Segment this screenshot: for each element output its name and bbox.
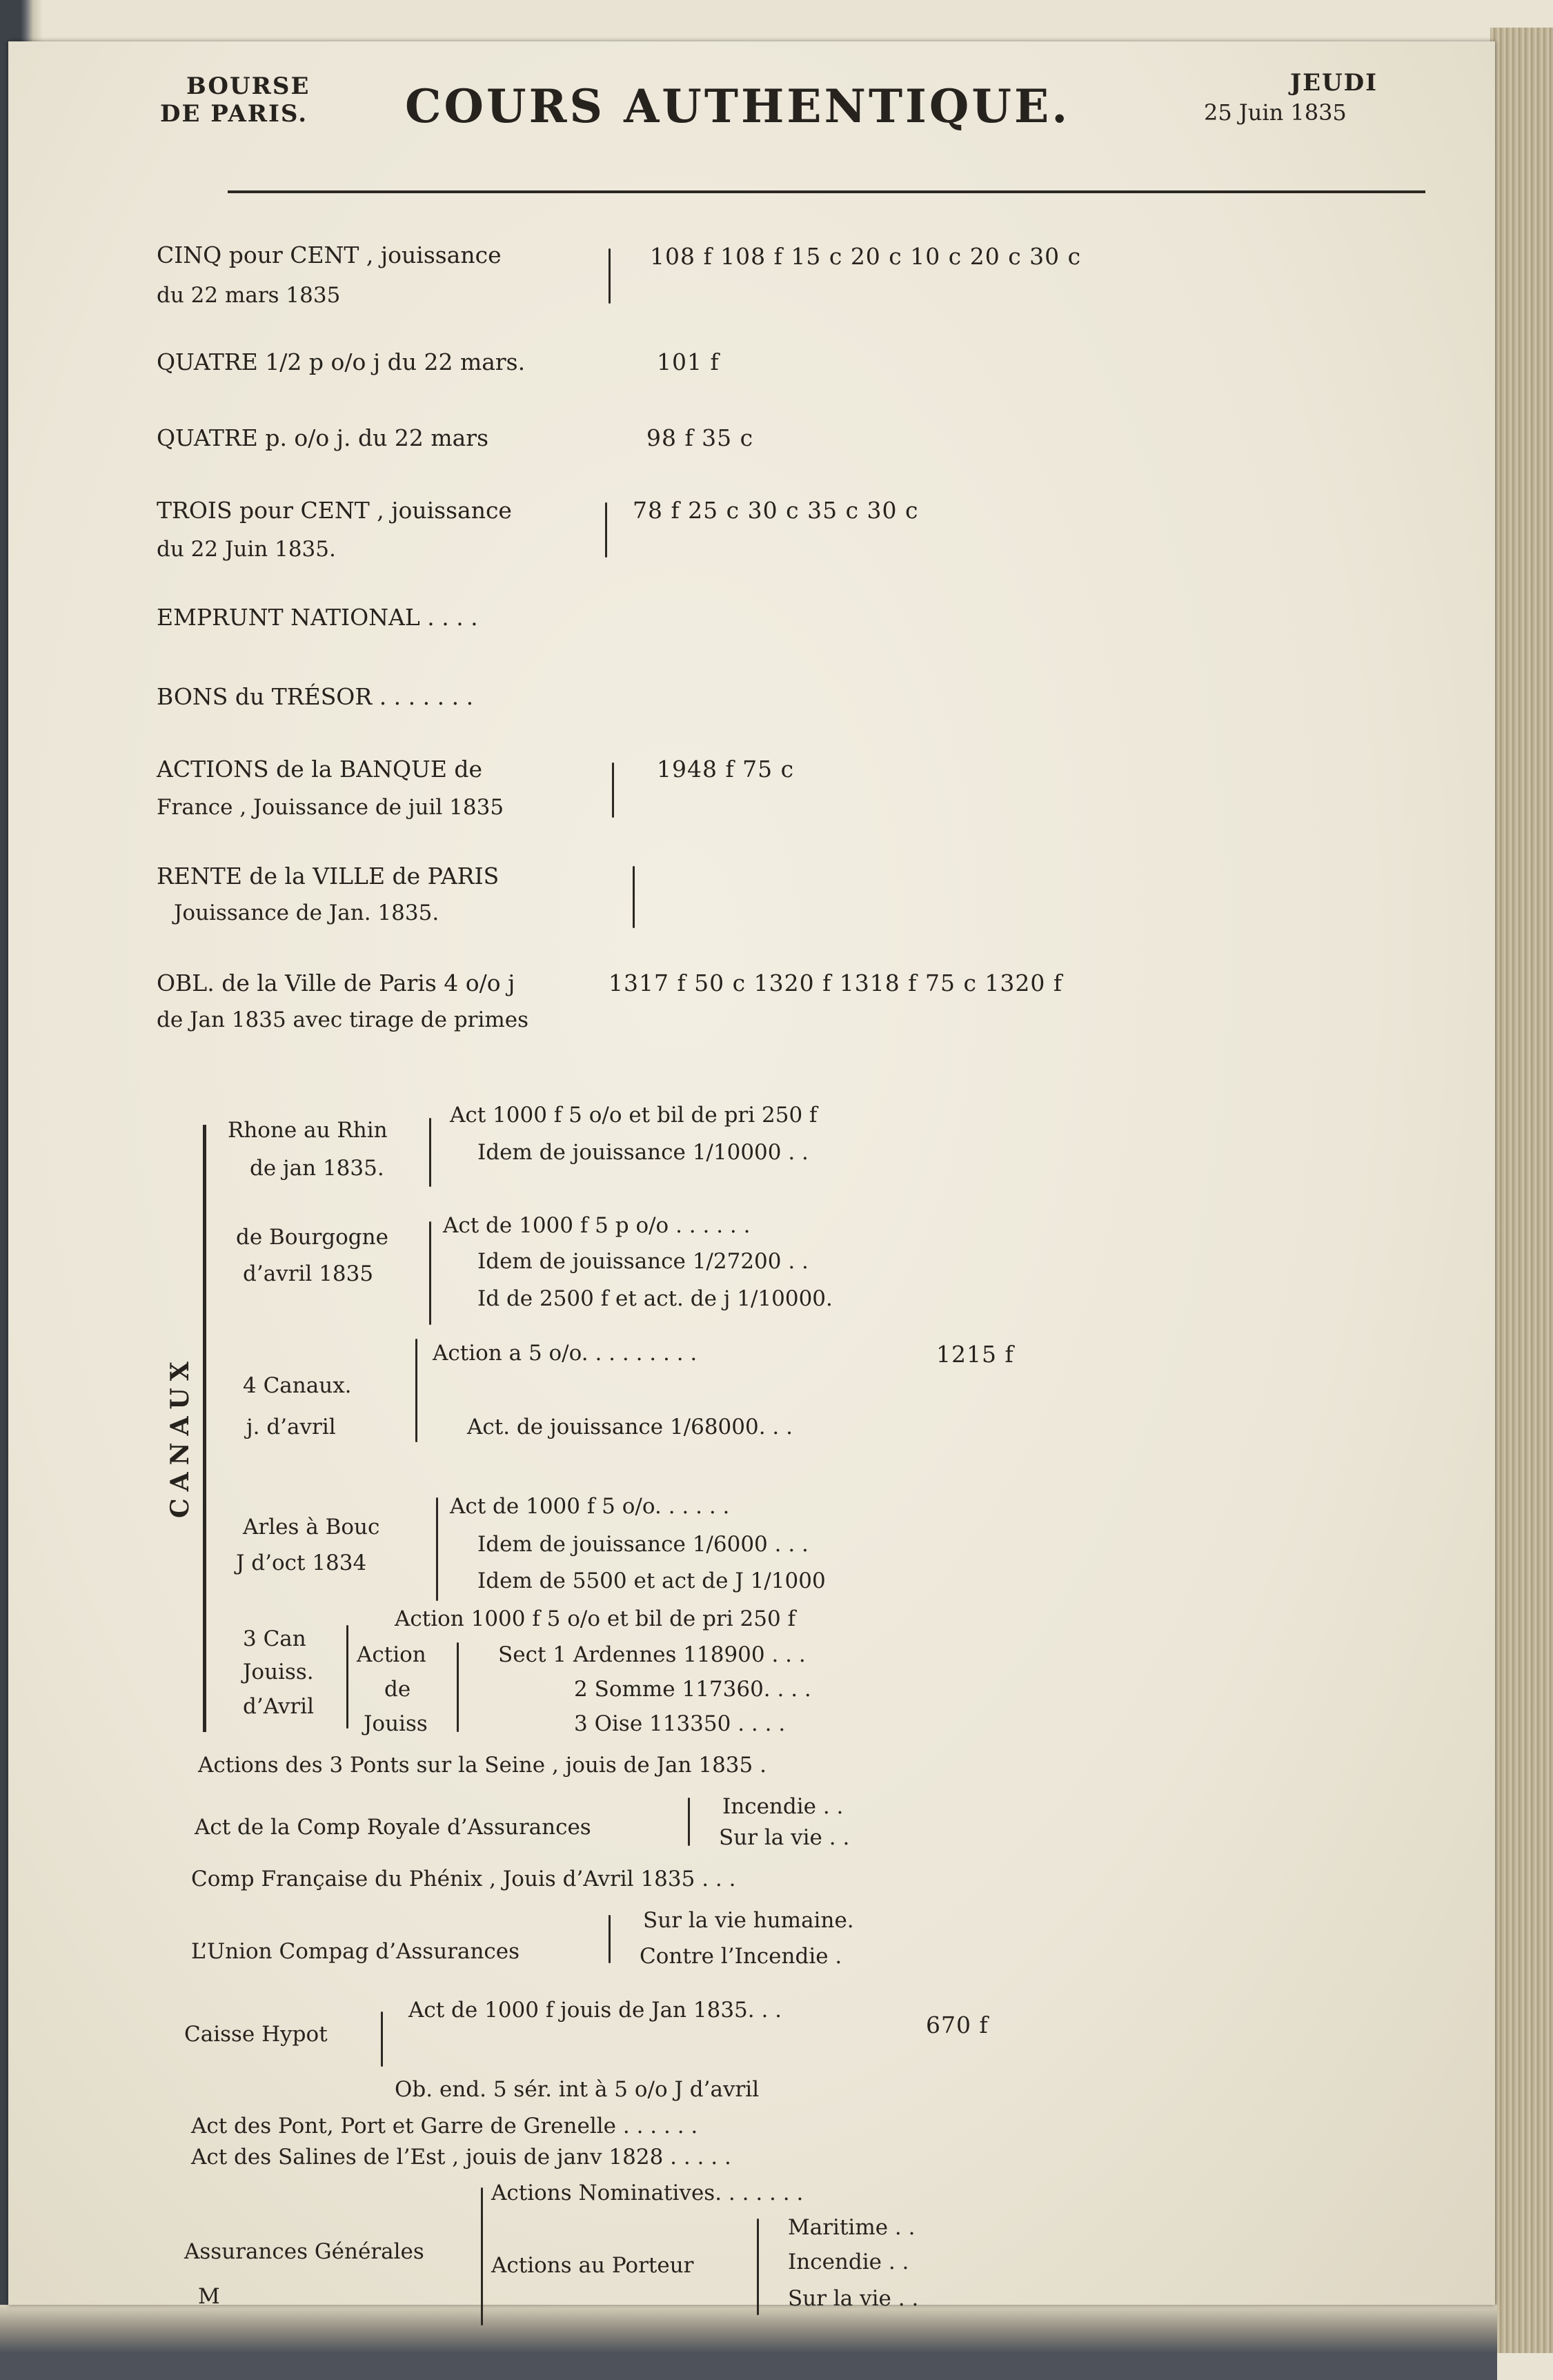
salines: Act des Salines de l’Est , jouis de janv 1828 . . . . . [191, 2145, 731, 2170]
quatre-name1: 4 Canaux. [243, 1373, 352, 1398]
banque-sub: France , Jouissance de juil 1835 [157, 795, 504, 820]
brace [346, 1625, 348, 1729]
trois-ponts: Actions des 3 Ponts sur la Seine , jouis de Jan 1835 . [198, 1753, 766, 1778]
ag-sur-la-vie: Sur la vie . . [788, 2286, 919, 2311]
rente-3-label: TROIS pour CENT , jouissance [157, 497, 512, 524]
header-day: JEUDI [1290, 69, 1378, 97]
rente-4-quotes: 98 f 35 c [646, 424, 754, 451]
page-bottom-edge [0, 2305, 1497, 2380]
banque-label: ACTIONS de la BANQUE de [157, 756, 483, 783]
bourgogne-name1: de Bourgogne [236, 1225, 388, 1250]
page-title: COURS AUTHENTIQUE. [405, 79, 1071, 133]
comp-royale-label: Act de la Comp Royale d’Assurances [195, 1815, 591, 1840]
brace [429, 1118, 431, 1187]
caisse-hypot-label: Caisse Hypot [184, 2022, 328, 2047]
brace [381, 2012, 383, 2067]
rhone-name1: Rhone au Rhin [228, 1118, 388, 1143]
obl-label: OBL. de la Ville de Paris 4 o/o j [157, 970, 515, 996]
rente-4-5-label: QUATRE 1/2 p o/o j du 22 mars. [157, 348, 526, 375]
trois-line2: 2 Somme 117360. . . . [574, 1677, 811, 1702]
quatre-quote: 1215 f [936, 1341, 1014, 1368]
assurances-generales-label: Assurances Générales [184, 2239, 424, 2264]
canaux-side-label: CANAUX [166, 1355, 195, 1518]
header-de-paris: DE PARIS. [160, 100, 308, 128]
union-opt2: Contre l’Incendie . [640, 1944, 842, 1969]
trois-col1: Action [357, 1642, 426, 1667]
banque-quotes: 1948 f 75 c [657, 756, 795, 783]
rhone-line2: Idem de jouissance 1/10000 . . [477, 1140, 809, 1165]
trois-name3: d’Avril [243, 1694, 314, 1719]
header-date: 25 Juin 1835 [1204, 99, 1347, 126]
ledger-page [8, 41, 1495, 2311]
brace [633, 866, 635, 928]
brace [436, 1497, 438, 1601]
trois-line0: Action 1000 f 5 o/o et bil de pri 250 f [395, 1606, 796, 1631]
bourgogne-line3: Id de 2500 f et act. de j 1/10000. [477, 1286, 833, 1311]
bourgogne-line2: Idem de jouissance 1/27200 . . [477, 1249, 809, 1274]
trois-col2: de [384, 1677, 411, 1702]
ville-label: RENTE de la VILLE de PARIS [157, 863, 499, 889]
emprunt-national: EMPRUNT NATIONAL . . . . [157, 604, 478, 631]
rente-4-5-quotes: 101 f [657, 348, 720, 375]
book-spine [1490, 28, 1553, 2353]
trois-name1: 3 Can [243, 1626, 306, 1651]
arles-line1: Act de 1000 f 5 o/o. . . . . . [450, 1494, 730, 1519]
brace [605, 502, 607, 558]
ville-sub: Jouissance de Jan. 1835. [174, 901, 439, 925]
union-label: L’Union Compag d’Assurances [191, 1939, 520, 1964]
comp-royale-opt2: Sur la vie . . [719, 1825, 850, 1850]
trois-name2: Jouiss. [243, 1660, 314, 1684]
brace [612, 763, 614, 818]
header-bourse: BOURSE [186, 72, 310, 100]
bons-du-tresor: BONS du TRÉSOR . . . . . . . [157, 683, 474, 710]
arles-name1: Arles à Bouc [243, 1515, 380, 1540]
brace [457, 1642, 459, 1732]
brace [429, 1221, 431, 1325]
arles-line2: Idem de jouissance 1/6000 . . . [477, 1532, 809, 1557]
obl-quotes: 1317 f 50 c 1320 f 1318 f 75 c 1320 f [609, 970, 1063, 996]
brace [757, 2219, 759, 2315]
brace [609, 248, 611, 304]
caisse-hypot-detail: Act de 1000 f jouis de Jan 1835. . . [408, 1998, 782, 2023]
canaux-bar [203, 1125, 206, 1732]
comp-royale-opt1: Incendie . . [722, 1794, 844, 1819]
bourgogne-line1: Act de 1000 f 5 p o/o . . . . . . [443, 1213, 751, 1238]
trois-line1: Sect 1 Ardennes 118900 . . . [498, 1642, 806, 1667]
quatre-line1: Action a 5 o/o. . . . . . . . . [433, 1341, 698, 1366]
rhone-line1: Act 1000 f 5 o/o et bil de pri 250 f [450, 1103, 818, 1128]
ag-nominatives: Actions Nominatives. . . . . . . [491, 2181, 804, 2205]
arles-line3: Idem de 5500 et act de J 1/1000 [477, 1568, 826, 1593]
rente-5-sub: du 22 mars 1835 [157, 283, 341, 308]
ob-end: Ob. end. 5 sér. int à 5 o/o J d’avril [395, 2077, 760, 2102]
rente-3-quotes: 78 f 25 c 30 c 35 c 30 c [633, 497, 919, 524]
brace [609, 1915, 611, 1963]
phenix: Comp Française du Phénix , Jouis d’Avril 1835 . . . [191, 1867, 736, 1891]
bourgogne-name2: d’avril 1835 [243, 1261, 374, 1286]
obl-sub: de Jan 1835 avec tirage de primes [157, 1007, 529, 1032]
quatre-line2: Act. de jouissance 1/68000. . . [467, 1415, 793, 1439]
grenelle: Act des Pont, Port et Garre de Grenelle . . . . . . [191, 2114, 698, 2138]
trois-line3: 3 Oise 113350 . . . . [574, 1711, 786, 1736]
ag-incendie: Incendie . . [788, 2250, 909, 2274]
signature-mark: M [198, 2284, 220, 2309]
union-opt1: Sur la vie humaine. [643, 1908, 854, 1933]
rente-3-sub: du 22 Juin 1835. [157, 537, 336, 562]
trois-col3: Jouiss [364, 1711, 428, 1736]
rente-5-label: CINQ pour CENT , jouissance [157, 242, 502, 268]
header-rule [228, 190, 1425, 193]
arles-name2: J d’oct 1834 [236, 1551, 367, 1575]
rhone-name2: de jan 1835. [250, 1156, 384, 1181]
brace [415, 1339, 417, 1442]
rente-5-quotes: 108 f 108 f 15 c 20 c 10 c 20 c 30 c [650, 243, 1082, 270]
ag-porteur: Actions au Porteur [491, 2253, 694, 2278]
brace [481, 2187, 483, 2325]
quatre-name2: j. d’avril [246, 1415, 336, 1439]
caisse-hypot-quote: 670 f [926, 2012, 989, 2038]
ag-maritime: Maritime . . [788, 2215, 916, 2240]
rente-4-label: QUATRE p. o/o j. du 22 mars [157, 424, 488, 451]
brace [688, 1798, 690, 1846]
